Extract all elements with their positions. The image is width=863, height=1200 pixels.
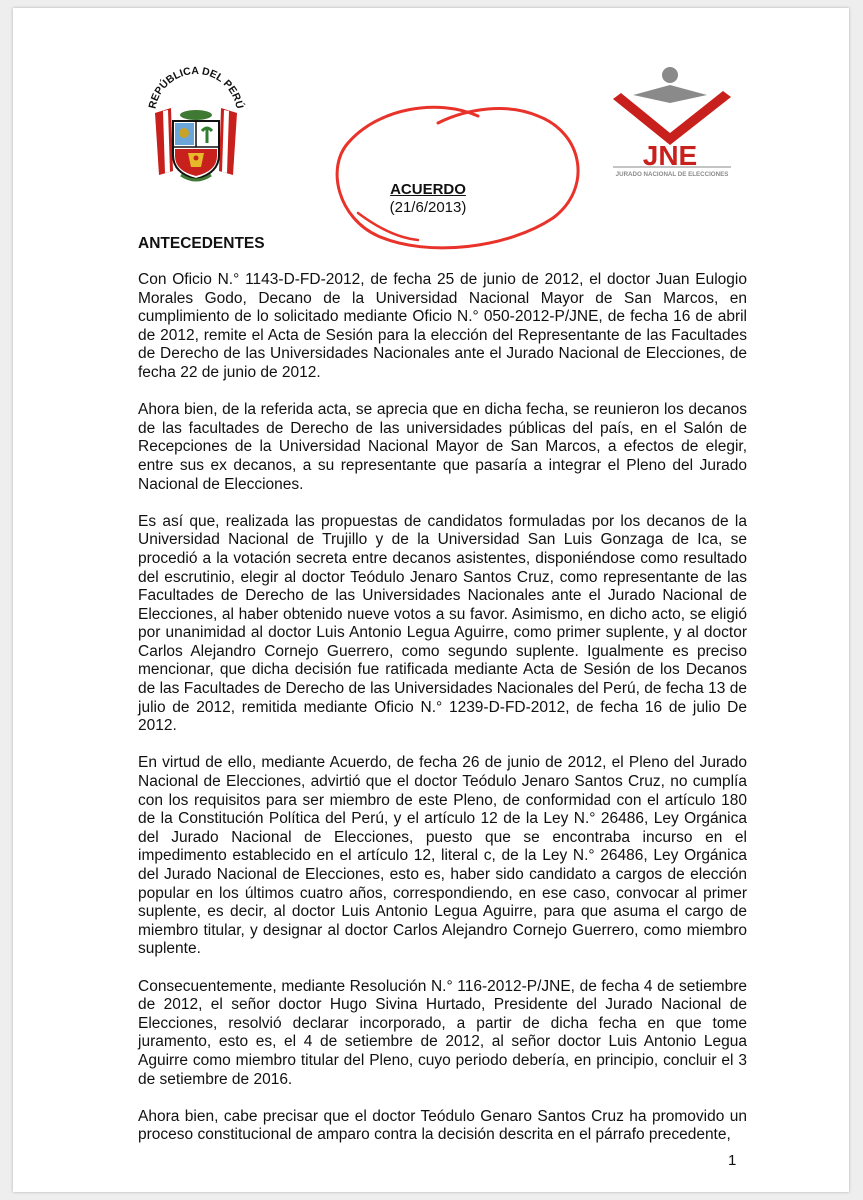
page-number: 1 (728, 1152, 737, 1169)
svg-text:REPÚBLICA DEL PERÚ (146, 65, 246, 110)
document-body (138, 271, 747, 1164)
paragraph: En virtud de ello, mediante Acuerdo, de fecha 26 de junio de 2012, el Pleno del Jurado Nacional de Elecciones, advirtió que el doctor Teódulo Jenaro Santos Cruz, no cumplía con los requisitos para ser miembro de este Pleno, de conformidad con el artículo 180 de la Constitución Política del Perú, y el artículo 12 de la Ley N.° 26486, Ley Orgánica del Jurado Nacional de Elecciones, puesto que se encontraba incurso en el impedimento establecido en el artículo 12, literal c, de la Ley N.° 26486, Ley Orgánica del Jurado Nacional de Elecciones, esto es, haber sido candidato a cargos de elección popular en los últimos cuatro años, correspondiendo, en ese caso, convocar al primer suplente, es decir, al doctor Luis Antonio Legua Aguirre, para que asuma el cargo de miembro titular, y designar al doctor Carlos Alejandro Cornejo Guerrero, como miembro suplente. (138, 754, 747, 958)
section-heading: ANTECEDENTES (138, 235, 265, 252)
paragraph: Ahora bien, de la referida acta, se aprecia que en dicha fecha, se reunieron los decanos de las facultades de Derecho de las universidades públicas del país, en el Salón de Recepciones de la Universidad Nacional Mayor de San Marcos, a efectos de elegir, entre sus ex decanos, a su representante que pasaría a integrar el Pleno del Jurado Nacional de Elecciones. (138, 401, 747, 493)
paragraph: Ahora bien, cabe precisar que el doctor Teódulo Genaro Santos Cruz ha promovido un proceso constitucional de amparo contra la decisión descrita en el párrafo precedente, (138, 1107, 747, 1144)
jne-logo (613, 63, 753, 178)
jne-logo-subtext: JURADO NACIONAL DE ELECCIONES (615, 171, 729, 178)
document-page (13, 8, 849, 1192)
paragraph: Consecuentemente, mediante Resolución N.° 116-2012-P/JNE, de fecha 4 de setiembre de 2012, el señor doctor Hugo Sivina Hurtado, Presidente del Jurado Nacional de Elecciones, resolvió declarar incorporado, a partir de dicha fecha en que tome juramento, esto es, el 4 de setiembre de 2012, al señor doctor Luis Antonio Legua Aguirre como miembro titular del Pleno, cuyo periodo debería, en principio, concluir el 3 de setiembre de 2016. (138, 977, 747, 1088)
paragraph: Con Oficio N.° 1143-D-FD-2012, de fecha 25 de junio de 2012, el doctor Juan Eulogio Morales Godo, Decano de la Universidad Nacional Mayor de San Marcos, en cumplimiento de lo solicitado mediante Oficio N.° 050-2012-P/JNE, de fecha 16 de abril de 2012, remite el Acta de Sesión para la elección del Representante de las Facultades de Derecho de las Universidades Nacionales ante el Jurado Nacional de Elecciones, de fecha 22 de junio de 2012. (138, 271, 747, 381)
jne-logo-text: JNE (642, 140, 698, 171)
document-date: (21/6/2013) (389, 199, 467, 216)
red-circle-annotation (318, 88, 598, 268)
peru-coat-of-arms-logo (141, 63, 251, 188)
document-title: ACUERDO (390, 181, 466, 198)
crest-caption: REPÚBLICA DEL PERÚ (146, 64, 246, 110)
paragraph: Es así que, realizada las propuestas de candidatos formuladas por los decanos de la Universidad Nacional de Trujillo y de la Universidad San Luis Gonzaga de Ica, se procedió a la votación secreta entre decanos asistentes, disponiéndose como resultado del escrutinio, elegir al doctor Teódulo Jenaro Santos Cruz, como representante de las Facultades de Derecho de las Universidades Nacionales ante el Jurado Nacional de Elecciones, al haber obtenido nueve votos a su favor. Asimismo, en dicho acto, se eligió por unanimidad al doctor Luis Antonio Legua Aguirre, como primer suplente, y al doctor Carlos Alejandro Cornejo Guerrero, como segundo suplente. Igualmente es preciso mencionar, que dicha decisión fue ratificada mediante Acta de Sesión de los Decanos de las Facultades de Derecho de las Universidades Nacionales del Perú, de fecha 13 de julio de 2012, remitida mediante Oficio N.° 1239-D-FD-2012, de fecha 16 de julio De 2012. (138, 512, 747, 735)
